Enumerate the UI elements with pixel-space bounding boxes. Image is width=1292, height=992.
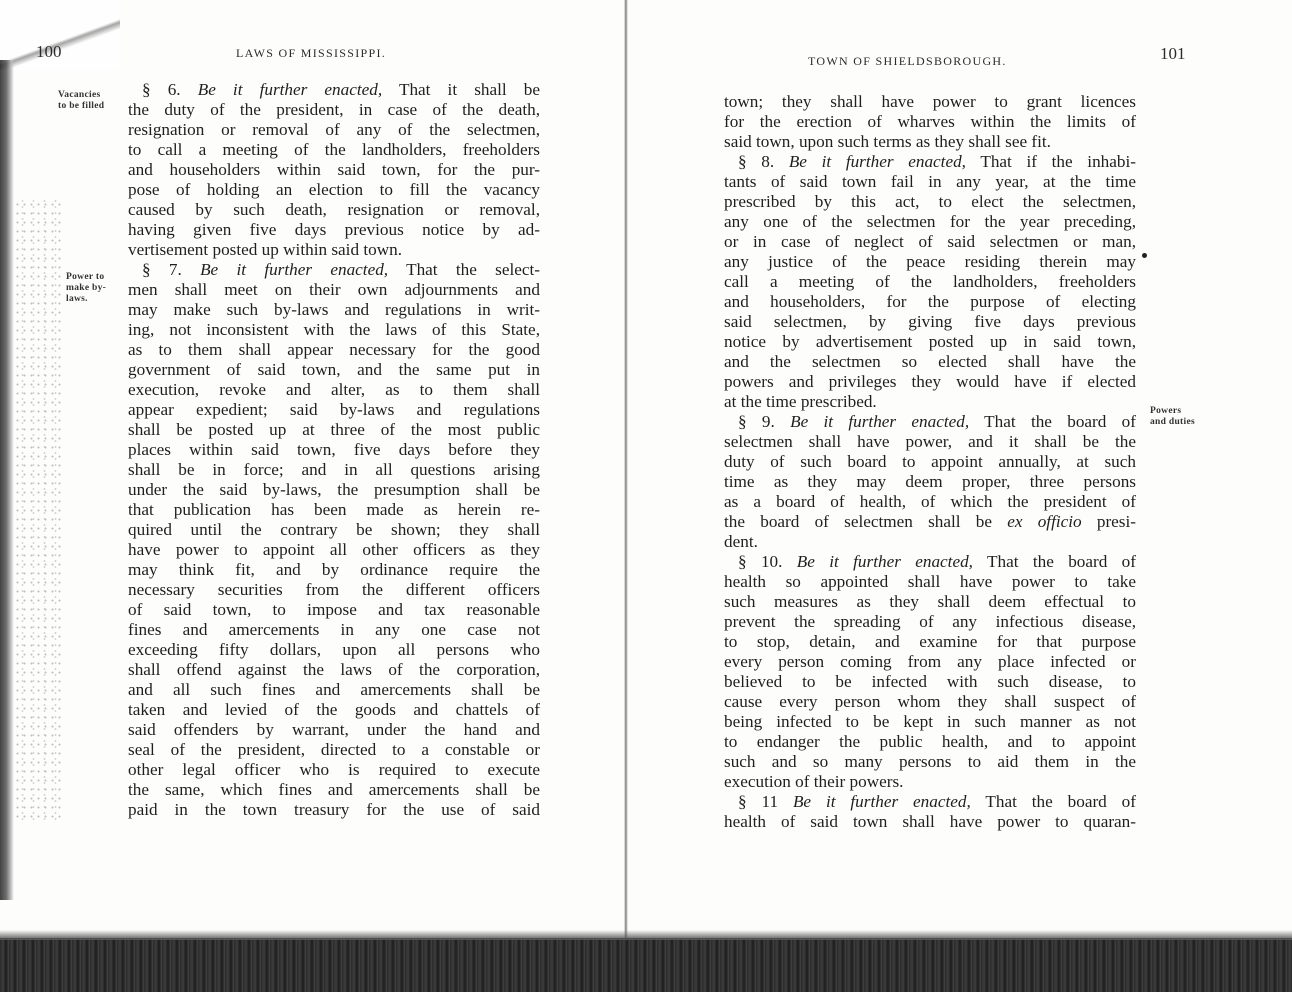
- text-line: powers and privileges they would have if elected: [724, 372, 1136, 391]
- text-line: time as they may deem proper, three persons: [724, 472, 1136, 491]
- text-line: shall be in force; and in all questions arising: [128, 460, 540, 479]
- text-line: health so appointed shall have power to take: [724, 572, 1136, 591]
- text-line: every person coming from any place infected or: [724, 652, 1136, 671]
- text-line: or in case of neglect of said selectmen or man,: [724, 232, 1136, 251]
- text-line: to endanger the public health, and to appoint: [724, 732, 1136, 751]
- text-span: § 10.: [738, 552, 797, 571]
- book-gutter: [624, 0, 628, 940]
- italic-phrase: Be it further enacted,: [792, 792, 971, 811]
- text-line: for the erection of wharves within the limits of: [724, 112, 1136, 131]
- text-line: said town, upon such terms as they shall see fit.: [724, 132, 1051, 151]
- text-span: the board of selectmen shall be: [724, 512, 1008, 531]
- text-line: such and so many persons to aid them in the: [724, 752, 1136, 771]
- text-line: to call a meeting of the landholders, freeholders: [128, 140, 540, 159]
- margin-note-vacancies: Vacancies to be filled: [58, 90, 105, 111]
- text-line: taken and levied of the goods and chattels of: [128, 700, 540, 719]
- text-line: and householders within said town, for the pur-: [128, 160, 540, 179]
- text-line: caused by such death, resignation or removal,: [128, 200, 540, 219]
- text-line: prescribed by this act, to elect the selectmen,: [724, 192, 1136, 211]
- text-line: [724, 552, 1136, 572]
- text-line: exceeding fifty dollars, upon all persons who: [128, 640, 540, 659]
- text-line: health of said town shall have power to quaran-: [724, 812, 1136, 831]
- text-line: pose of holding an election to fill the vacancy: [128, 180, 540, 199]
- text-line: places within said town, five days before they: [128, 440, 540, 459]
- text-line: notice by advertisement posted up in said town,: [724, 332, 1136, 351]
- text-line: shall offend against the laws of the corporation,: [128, 660, 540, 679]
- text-line: dent.: [724, 532, 758, 551]
- text-line: of said town, to impose and tax reasonable: [128, 600, 540, 619]
- text-line: said selectmen, by giving five days previous: [724, 312, 1136, 331]
- text-line: as to them shall appear necessary for the good: [128, 340, 540, 359]
- italic-phrase: Be it further enacted,: [200, 260, 389, 279]
- text-line: may make such by-laws and regulations in writ-: [128, 300, 540, 319]
- text-span: That it shall be: [382, 80, 541, 99]
- text-line: [128, 260, 540, 280]
- text-line: vertisement posted up within said town.: [128, 240, 403, 259]
- right-page-text: [724, 92, 1136, 832]
- text-span: That the board of: [970, 792, 1136, 811]
- text-span: That the select-: [388, 260, 540, 279]
- text-line: call a meeting of the landholders, freeholders: [724, 272, 1136, 291]
- text-span: § 9.: [738, 412, 791, 431]
- text-line: the duty of the president, in case of the death,: [128, 100, 540, 119]
- text-line: necessary securities from the different officers: [128, 580, 540, 599]
- text-line: said offenders by warrant, under the hand and: [128, 720, 540, 739]
- binding-shadow-left: [0, 60, 14, 900]
- italic-phrase: Be it further enacted,: [790, 412, 970, 431]
- left-page-number: 100: [36, 42, 62, 61]
- text-span: presi-: [1081, 512, 1136, 531]
- text-line: at the time prescribed.: [724, 392, 877, 411]
- text-line: paid in the town treasury for the use of said: [128, 800, 540, 819]
- text-line: prevent the spreading of any infectious disease,: [724, 612, 1136, 631]
- text-line: under the said by-laws, the presumption shall be: [128, 480, 540, 499]
- text-line: [128, 80, 540, 100]
- text-line: quired until the contrary be shown; they shall: [128, 520, 540, 539]
- text-line: having given five days previous notice by ad-: [128, 220, 540, 239]
- left-running-head: LAWS OF MISSISSIPPI.: [236, 46, 387, 60]
- text-line: to stop, detain, and examine for that purpose: [724, 632, 1136, 651]
- text-line: have power to appoint all other officers as they: [128, 540, 540, 559]
- margin-note-powers-duties: Powers and duties: [1150, 406, 1195, 427]
- scan-speckle: [14, 200, 64, 820]
- text-line: fines and amercements in any one case not: [128, 620, 540, 639]
- right-running-head: TOWN OF SHIELDSBOROUGH.: [808, 54, 1007, 68]
- text-span: That the board of: [972, 552, 1137, 571]
- text-line: any justice of the peace residing therein may: [724, 252, 1136, 271]
- text-line: cause every person whom they shall suspect of: [724, 692, 1136, 711]
- text-span: § 6.: [142, 80, 198, 99]
- text-line: appear expedient; said by-laws and regulations: [128, 400, 540, 419]
- text-line: seal of the president, directed to a constable or: [128, 740, 540, 759]
- text-line: selectmen shall have power, and it shall be the: [724, 432, 1136, 451]
- text-line: town; they shall have power to grant licences: [724, 92, 1136, 111]
- text-span: That if the inhabi-: [965, 152, 1136, 171]
- text-span: § 7.: [142, 260, 201, 279]
- text-span: That the board of: [969, 412, 1136, 431]
- text-line: men shall meet on their own adjournments and: [128, 280, 540, 299]
- text-line: and all such fines and amercements shall be: [128, 680, 540, 699]
- text-line: as a board of health, of which the president of: [724, 492, 1136, 511]
- text-line: [724, 792, 1136, 812]
- margin-note-power-bylaws: Power to make by- laws.: [66, 272, 107, 304]
- text-line: and householders, for the purpose of electing: [724, 292, 1136, 311]
- left-page-text: [128, 80, 540, 820]
- text-line: other legal officer who is required to execute: [128, 760, 540, 779]
- text-line: execution, revoke and alter, as to them shall: [128, 380, 540, 399]
- right-page-number: 101: [1160, 44, 1186, 63]
- italic-phrase: Be it further enacted,: [788, 152, 966, 171]
- text-line: the same, which fines and amercements shall be: [128, 780, 540, 799]
- text-line: any one of the selectmen for the year preceding,: [724, 212, 1136, 231]
- text-span: § 11: [738, 792, 793, 811]
- text-line: [724, 412, 1136, 432]
- text-line: that publication has been made as herein re-: [128, 500, 540, 519]
- text-line: shall be posted up at three of the most public: [128, 420, 540, 439]
- text-line: government of said town, and the same put in: [128, 360, 540, 379]
- text-line: [724, 152, 1136, 172]
- text-line: being infected to be kept in such manner as not: [724, 712, 1136, 731]
- text-line: [724, 512, 1136, 532]
- text-line: tants of said town fail in any year, at the time: [724, 172, 1136, 191]
- scan-bottom-edge: [0, 938, 1292, 992]
- italic-phrase: ex officio: [1007, 512, 1082, 531]
- text-line: ing, not inconsistent with the laws of this State,: [128, 320, 540, 339]
- text-line: duty of such board to appoint annually, at such: [724, 452, 1136, 471]
- text-line: execution of their powers.: [724, 772, 904, 791]
- text-span: § 8.: [738, 152, 789, 171]
- text-line: resignation or removal of any of the selectmen,: [128, 120, 540, 139]
- text-line: such measures as they shall deem effectual to: [724, 592, 1136, 611]
- text-line: believed to be infected with such disease, to: [724, 672, 1136, 691]
- italic-phrase: Be it further enacted,: [796, 552, 973, 571]
- italic-phrase: Be it further enacted,: [197, 80, 383, 99]
- text-line: and the selectmen so elected shall have the: [724, 352, 1136, 371]
- ink-mark: [1142, 253, 1147, 258]
- text-line: may think fit, and by ordinance require the: [128, 560, 540, 579]
